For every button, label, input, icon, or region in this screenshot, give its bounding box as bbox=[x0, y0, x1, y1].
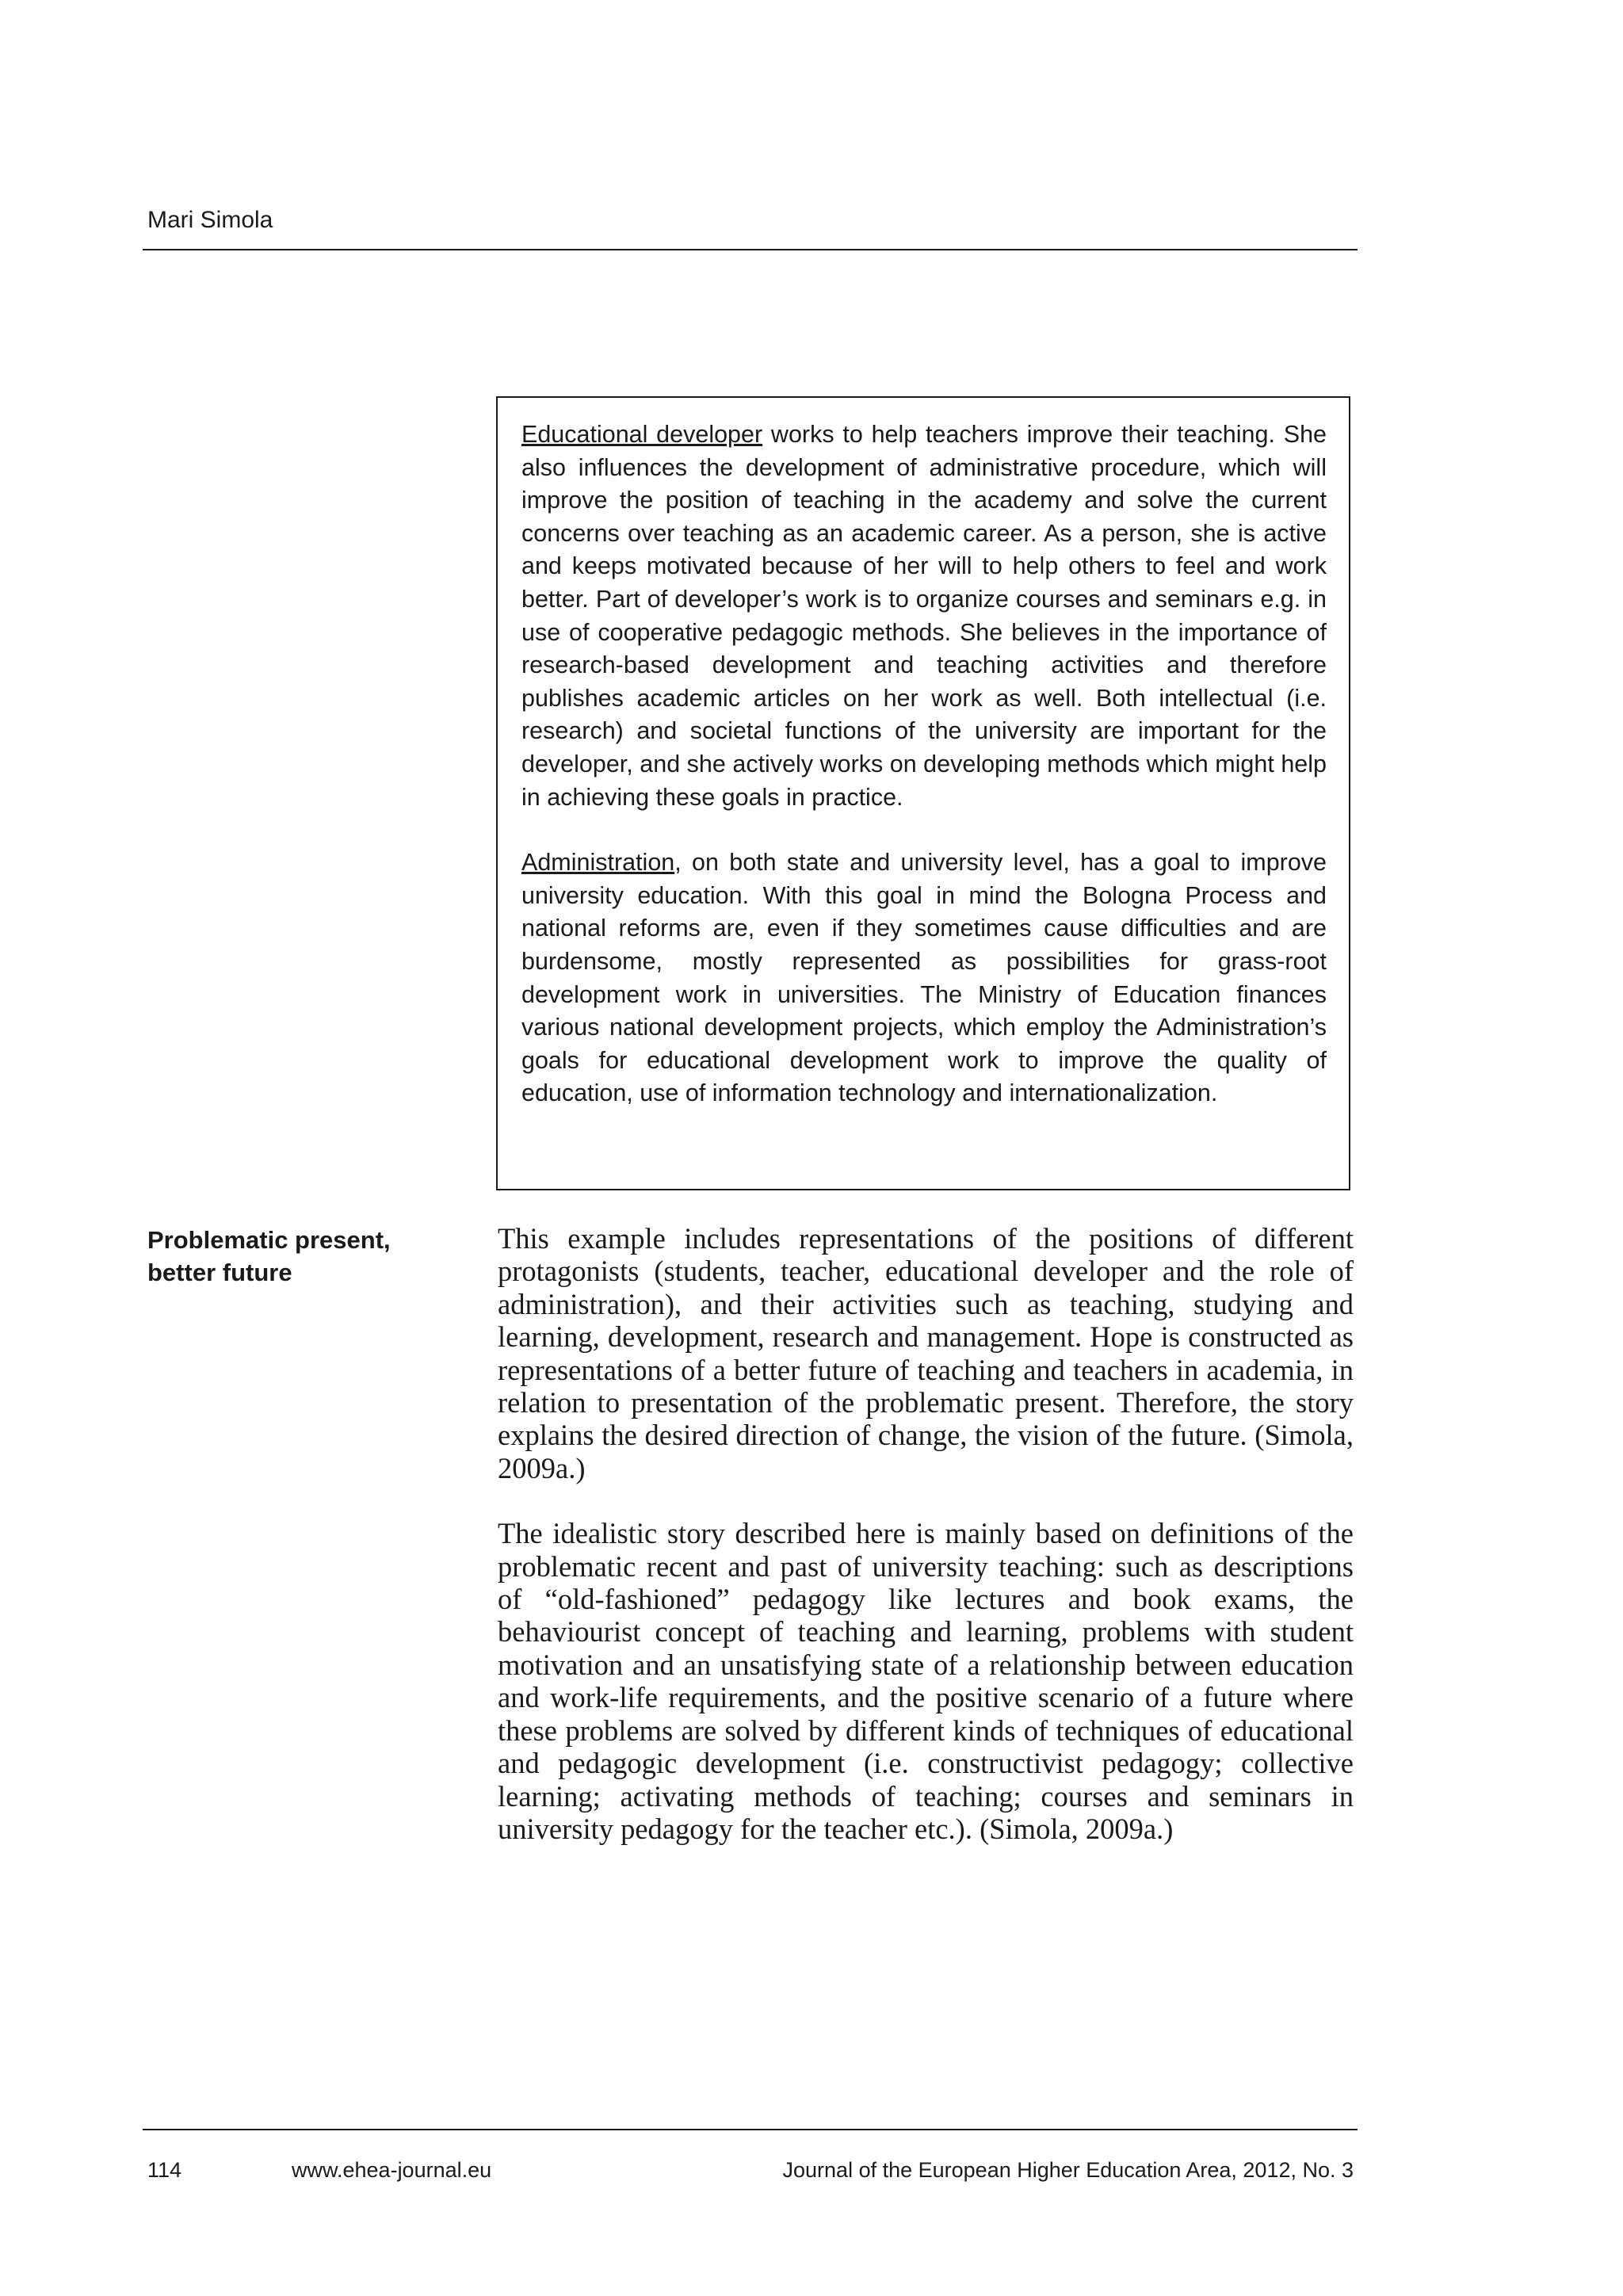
box-paragraph-educational-developer bbox=[521, 418, 1327, 814]
term-administration: Administration bbox=[521, 849, 675, 877]
box-paragraph-1-text: works to help teachers improve their teaching. She also influences the development of administrative procedure, which will improve the position of teaching in the academy and solve the current concerns over teaching as an academic career. As a person, she is active and keeps motivated because of her will to help others to feel and work better. Part of developer’s work is to organize courses and seminars e.g. in use of cooperative pedagogic methods. She believes in the importance of research-based development and teaching activities and therefore publishes academic articles on her work as well. Both intellectual (i.e. research) and societal functions of the university are important for the developer, and she actively works on developing methods which might help in achieving these goals in practice. bbox=[521, 421, 1327, 811]
footer-rule bbox=[143, 2129, 1358, 2130]
footer-journal-citation: Journal of the European Higher Education Area, 2012, No. 3 bbox=[782, 2158, 1354, 2182]
body-text bbox=[498, 1222, 1354, 1845]
box-paragraph-administration bbox=[521, 846, 1327, 1110]
body-paragraph: This example includes representations of the positions of different protagonists (students, teacher, educational developer and the role of administration), and their activities such as teaching, studying and learning, development, research and management. Hope is constructed as representations of a better future of teaching and teachers in academia, in relation to presentation of the problematic present. Therefore, the story explains the desired direction of change, the vision of the future. (Simola, 2009a.) bbox=[498, 1222, 1354, 1484]
box-paragraph-2-text: , on both state and university level, has a goal to improve university education. With this goal in mind the Bologna Process and national reforms are, even if they sometimes cause difficulties and are burdensome, mostly represented as possibilities for grass-root development work in universities. The Ministry of Education finances various national development projects, which employ the Administration’s goals for educational development work to improve the quality of education, use of information technology and internationalization. bbox=[521, 849, 1327, 1107]
footer-url: www.ehea-journal.eu bbox=[292, 2158, 492, 2182]
body-paragraph: The idealistic story described here is mainly based on definitions of the problematic recent and past of university teaching: such as descriptions of “old-fashioned” pedagogy like lectures and book exams, the behaviourist concept of teaching and learning, problems with student motivation and an unsatisfying state of a relationship between education and work-life requirements, and the positive scenario of a future where these problems are solved by different kinds of techniques of educational and pedagogic development (i.e. constructivist pedagogy; collective learning; activating methods of teaching; courses and seminars in university pedagogy for the teacher etc.). (Simola, 2009a.) bbox=[498, 1517, 1354, 1845]
page-number: 114 bbox=[147, 2158, 182, 2182]
running-head-author: Mari Simola bbox=[147, 207, 273, 233]
boxed-example-text bbox=[496, 396, 1350, 1190]
term-educational-developer: Educational developer bbox=[521, 421, 763, 448]
header-rule bbox=[143, 249, 1358, 250]
section-side-heading: Problematic present, better future bbox=[147, 1226, 391, 1286]
